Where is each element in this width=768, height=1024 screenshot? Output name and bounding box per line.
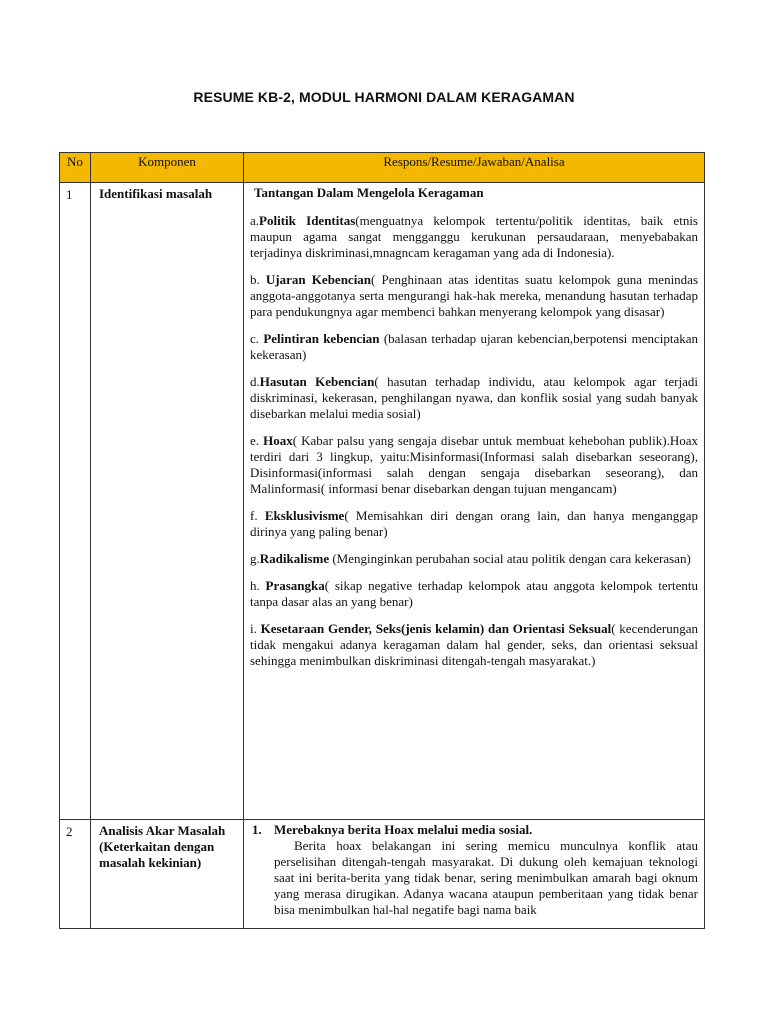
list-item: a.Politik Identitas(menguatnya kelompok tertentu/politik identitas, baik etnis maupun agama sangat mengganggu kerukunan persaudaraan, menyebabakan terjadinya diskriminasi,mnagncam keragaman yang ada di Indonesia). [250, 213, 698, 260]
point-heading: 1. Merebaknya berita Hoax melalui media sosial. [252, 822, 533, 837]
header-no: No [60, 153, 91, 183]
row-number: 2 [60, 820, 91, 929]
resume-table [59, 152, 705, 929]
list-item: i. Kesetaraan Gender, Seks(jenis kelamin) dan Orientasi Seksual( kecenderungan tidak mengakui adanya keragaman dalam hal gender, seks, dan orientasi seksual sehingga menimbulkan diskriminasi ditengah-tengah masyarakat.) [250, 621, 698, 668]
table-header-row [60, 153, 705, 183]
list-item: c. Pelintiran kebencian (balasan terhadap ujaran kebencian,berpotensi menciptakan kekerasan) [250, 331, 698, 362]
list-item: g.Radikalisme (Menginginkan perubahan social atau politik dengan cara kekerasan) [250, 551, 691, 566]
row-number: 1 [60, 183, 91, 820]
table-row [60, 820, 705, 929]
table-row [60, 183, 705, 820]
row-respons [244, 820, 705, 929]
list-item: f. Eksklusivisme( Memisahkan diri dengan orang lain, dan hanya menganggap dirinya yang paling benar) [250, 508, 698, 539]
header-komponen: Komponen [91, 153, 244, 183]
list-item: h. Prasangka( sikap negative terhadap kelompok atau anggota kelompok tertentu tanpa dasar alas an yang benar) [250, 578, 698, 609]
row-komponen: Identifikasi masalah [91, 183, 244, 820]
list-item: d.Hasutan Kebencian( hasutan terhadap individu, atau kelompok agar terjadi diskriminasi, kekerasan, penghilangan nyawa, dan konflik sosial yang sudah banyak disebarkan melalui media sosial) [250, 374, 698, 421]
list-item: e. Hoax( Kabar palsu yang sengaja disebar untuk membuat kehebohan publik).Hoax terdiri dari 3 lingkup, yaitu:Misinformasi(Informasi salah disebarkan seseorang), Disinformasi(informasi salah dengan sengaja disebarkan seseorang), dan Malinformasi( informasi benar disebarkan dengan tujuan mengancam) [250, 433, 699, 496]
numbered-point [250, 822, 698, 918]
document-title: RESUME KB-2, MODUL HARMONI DALAM KERAGAMAN [193, 89, 575, 105]
point-body: Berita hoax belakangan ini sering memicu munculnya konflik atau perselisihan ditengah-tengah masyarakat. Di dukung oleh kemajuan teknologi saat ini berita-berita yang tidak benar, sering menimbulkan amarah bagi oknum yang merasa dirugikan. Adanya wacana ataupun pemberitaan yang tidak benar bisa menimbulkan hal-hal negatife bagi nama baik [274, 838, 698, 917]
row-komponen: Analisis Akar Masalah (Keterkaitan dengan masalah kekinian) [91, 820, 244, 929]
header-respons: Respons/Resume/Jawaban/Analisa [244, 153, 705, 183]
row-respons [244, 183, 705, 820]
section-heading: Tantangan Dalam Mengelola Keragaman [254, 185, 484, 200]
list-item: b. Ujaran Kebencian( Penghinaan atas identitas suatu kelompok guna menindas anggota-anggotanya serta mengurangi hak-hak mereka, menandung hasutan terhadap para pendukungnya agar membenci bahkan menyerang kelompok yang disasar) [250, 272, 699, 319]
